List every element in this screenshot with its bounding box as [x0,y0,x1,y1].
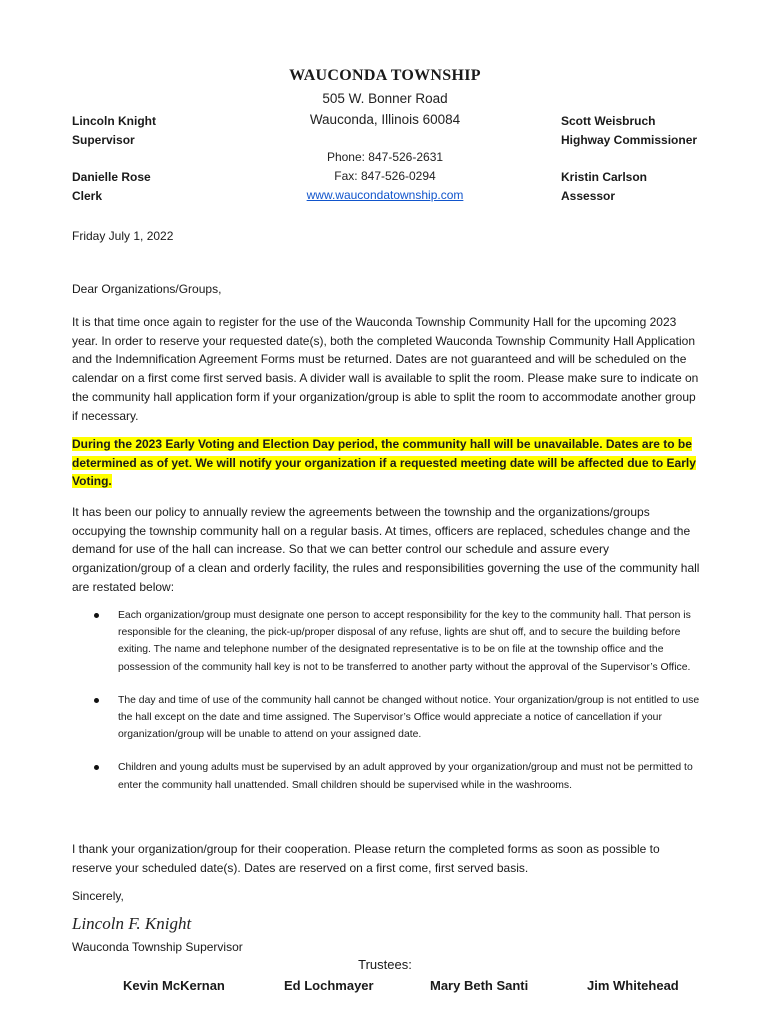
rule-text: The day and time of use of the community hall cannot be changed without notice. Your organization/group is not entitled to use the hall except on the date and time assigned. The Supervisor’s Office would appreciate a notice of cancellation if your organization/group will be unable to attend on your assigned date. [118,694,700,741]
trustee-name: Kevin McKernan [123,978,225,993]
officer-name: Scott Weisbruch [561,114,656,128]
officer-title: Supervisor [72,133,135,147]
signoff: Sincerely, [72,889,124,903]
fax-number: Fax: 847-526-0294 [334,169,436,183]
trustee-name: Mary Beth Santi [430,978,529,993]
bullet-icon [94,613,99,618]
closing-paragraph: I thank your organization/group for their cooperation. Please return the completed forms as soon as possible to reserve your scheduled date(s). Dates are reserved on a first come, first served basis. [72,842,660,875]
salutation: Dear Organizations/Groups, [72,282,222,296]
rule-item [72,759,702,793]
trustees-label: Trustees: [358,957,412,972]
election-notice: During the 2023 Early Voting and Election Day period, the community hall will be unavailable. Dates are to be determined as of yet. We will notify your organization if a requested meeting date will be affected due to Early Voting. [72,437,696,489]
address-line-1: 505 W. Bonner Road [322,91,448,106]
bullet-icon [94,698,99,703]
officer-assessor [561,168,647,206]
policy-paragraph: It has been our policy to annually review the agreements between the township and the organizations/groups occupying the township community hall on a regular basis. At times, officers are replaced, schedules change and the demand for use of the hall can increase. So that we can better control our schedule and assure every organization/group of a clean and orderly facility, the rules and responsibilities governing the use of the community hall are restated below: [72,505,700,594]
rule-item [72,607,702,676]
officer-title: Highway Commissioner [561,133,698,147]
trustee-name: Jim Whitehead [587,978,679,993]
bullet-icon [94,765,99,770]
officer-highway-commissioner [561,112,697,150]
officer-name: Kristin Carlson [561,170,648,184]
officer-title: Clerk [72,189,103,203]
officer-supervisor [72,112,156,150]
officer-name: Lincoln Knight [72,114,156,128]
signature: Lincoln F. Knight [72,914,192,933]
address-line-2: Wauconda, Illinois 60084 [309,112,461,127]
trustee-name: Ed Lochmayer [284,978,374,993]
letterhead-title: WAUCONDA TOWNSHIP [289,67,481,84]
rule-text: Each organization/group must designate one person to accept responsibility for the key to the community hall. That person is responsible for the cleaning, the pick-up/proper disposal of any refuse, lights are shut off, and to secure the building before exiting. The name and telephone number of the designated representative is to be on file at the township office and the possession of the community hall key is not to be transferred to another party without the approval of the Supervisor’s Office. [118,610,691,673]
phone-number: Phone: 847-526-2631 [326,150,444,164]
intro-paragraph: It is that time once again to register for the use of the Wauconda Township Community Hall for the upcoming 2023 year. In order to reserve your requested date(s), both the completed Wauconda Township Community Hall Application and the Indemnification Agreement Forms must be returned. Dates are not guaranteed and will be scheduled on the calendar on a first come first served basis. A divider wall is available to split the room. Please make sure to indicate on the community hall application form if your organization/group is able to split the room to accommodate another group if necessary. [72,315,699,423]
officer-name: Danielle Rose [72,170,151,184]
officer-clerk [72,168,151,206]
rule-text: Children and young adults must be supervised by an adult approved by your organization/group and must not be permitted to enter the community hall unattended. Small children should be supervised while in the washrooms. [118,762,693,791]
rules-list [72,607,702,794]
officer-title: Assessor [561,189,616,203]
signer-title: Wauconda Township Supervisor [72,940,243,954]
rule-item [72,692,702,744]
website-link[interactable]: www.waucondatownship.com [306,188,464,202]
letter-date: Friday July 1, 2022 [72,229,174,243]
